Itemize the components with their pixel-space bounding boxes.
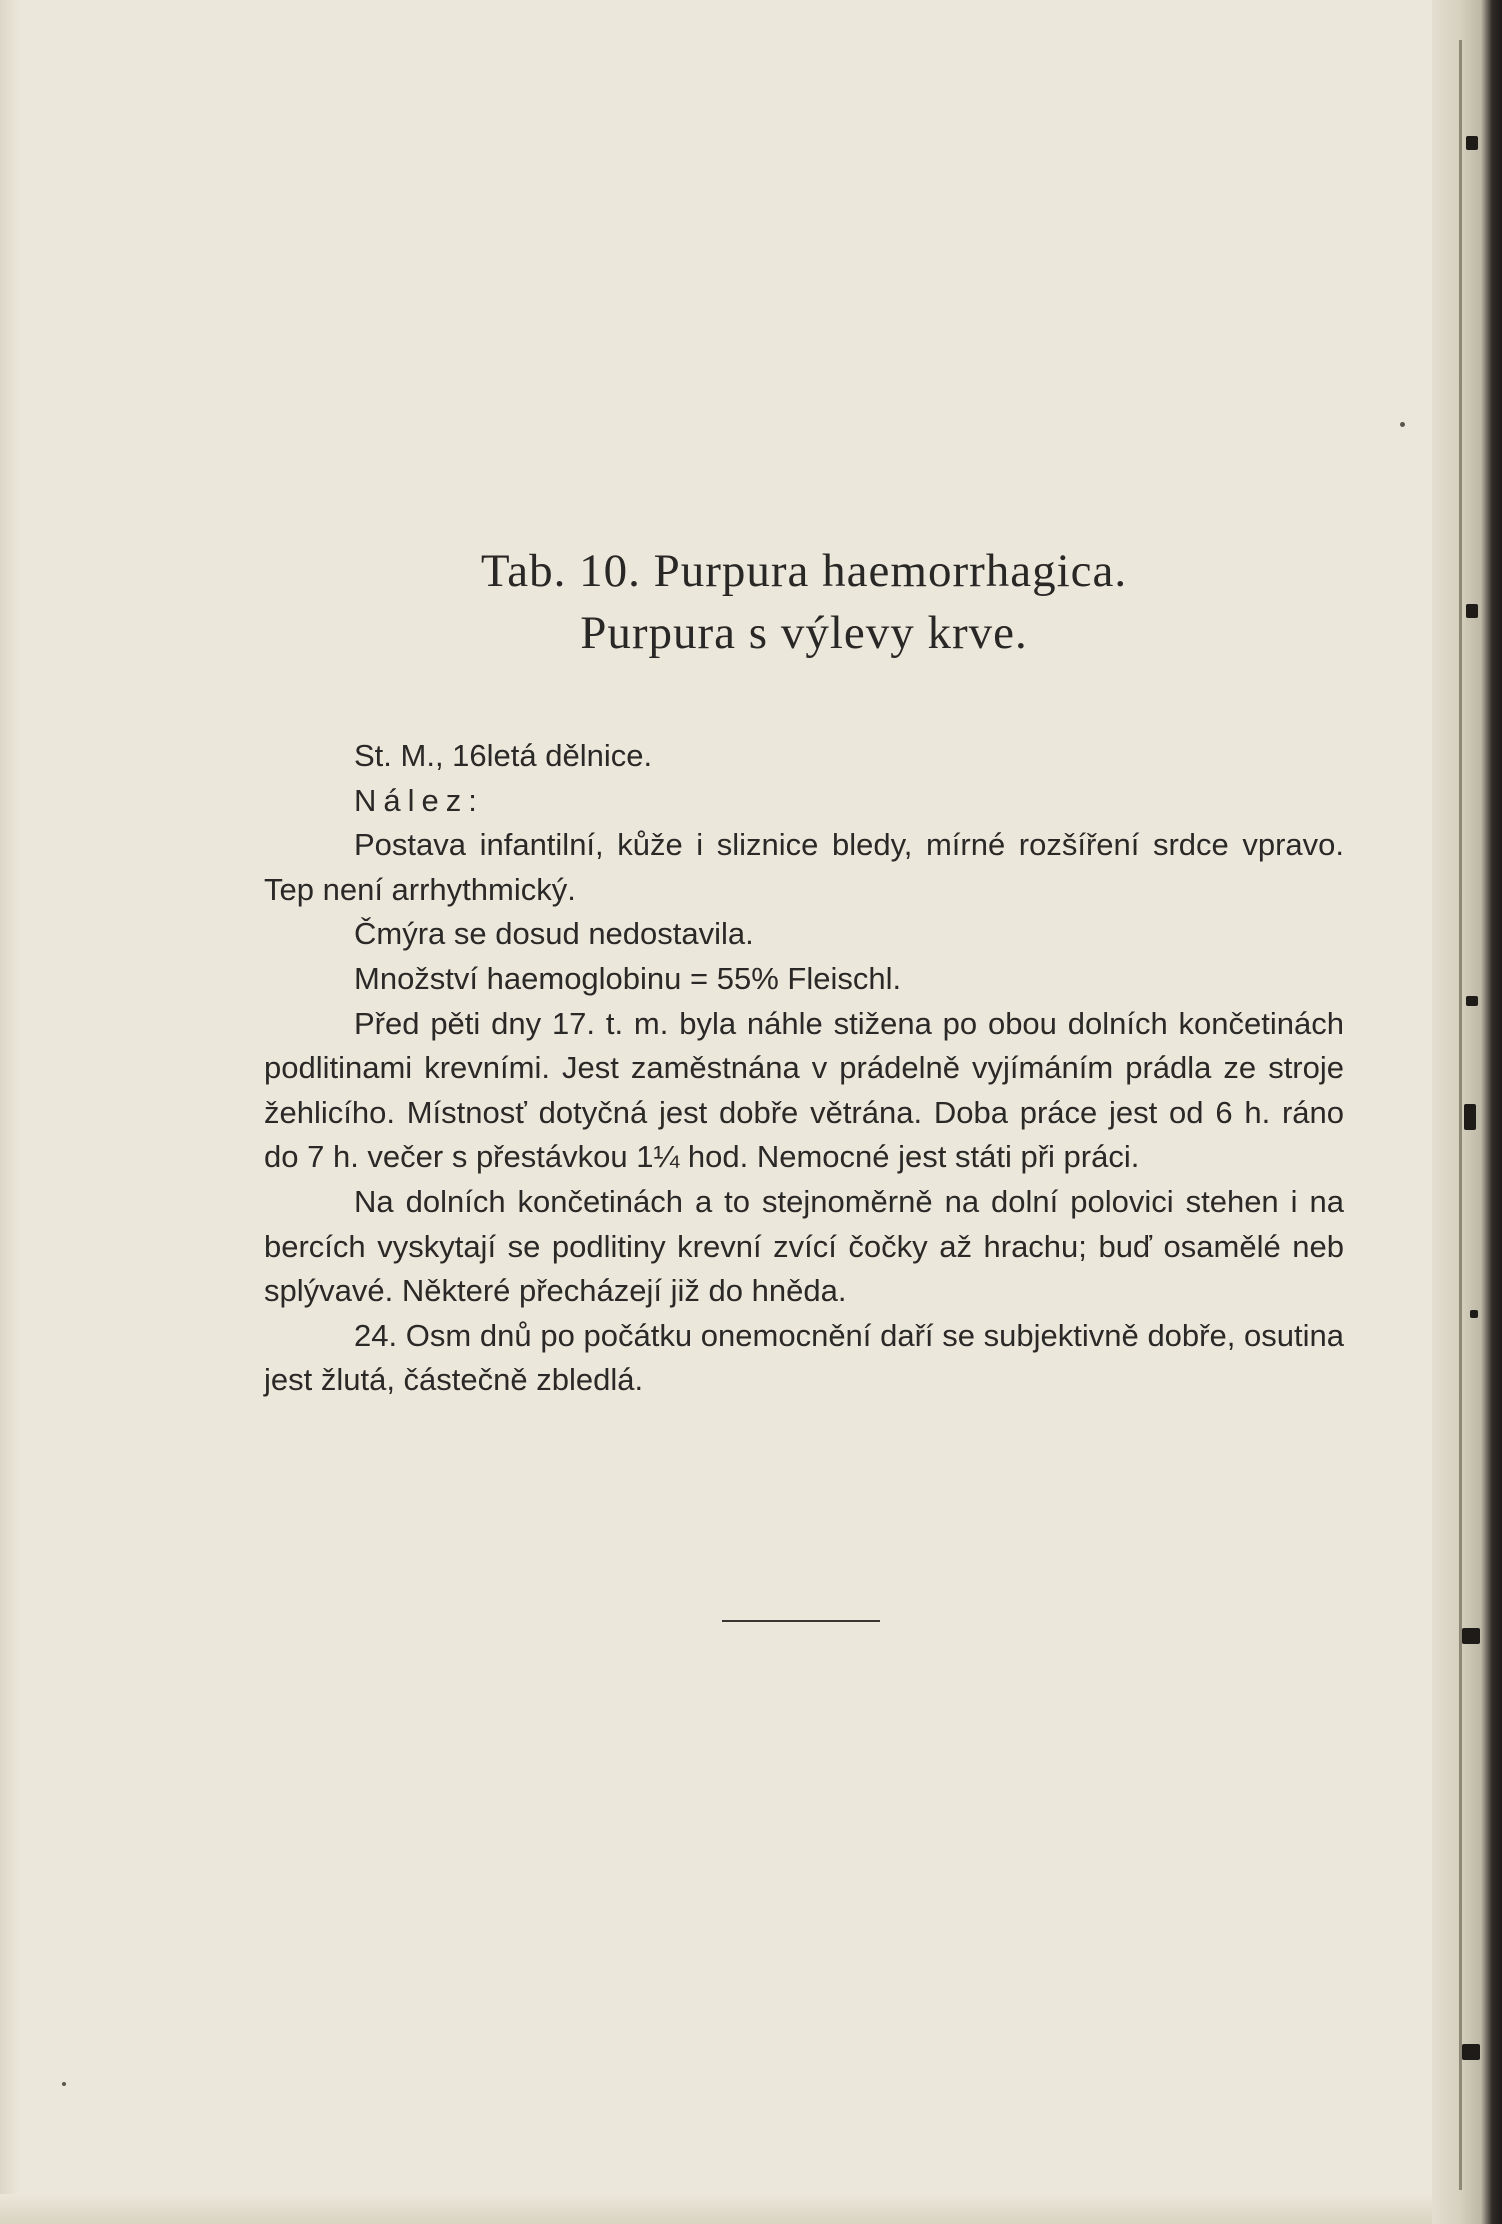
- paper-speck: [1400, 422, 1405, 427]
- binding-mark: [1466, 996, 1478, 1006]
- patient-line: St. M., 16letá dělnice.: [354, 738, 653, 773]
- plate-subtitle: Purpura s výlevy krve.: [580, 607, 1028, 659]
- paragraph: Čmýra se dosud nedostavila.: [354, 916, 754, 952]
- case-report-body: [264, 734, 1344, 1403]
- plate-title: Tab. 10. Purpura haemorrhagica.: [480, 545, 1128, 597]
- binding-fold-line: [1459, 40, 1462, 2190]
- paragraph: Na dolních končetinách a to stejnoměrně na dolní polovici stehen i na bercích vyskytají se podlitiny krevní zvící čočky až hrachu; buď osamělé neb splývavé. Některé přecházejí již do hněda.: [264, 1183, 1344, 1309]
- paper-speck: [62, 2082, 66, 2086]
- binding-mark: [1462, 2044, 1480, 2060]
- page-bottom-edge: [0, 2194, 1502, 2224]
- binding-mark: [1470, 1310, 1478, 1318]
- paragraph: Množství haemoglobinu = 55% Fleischl.: [354, 960, 902, 996]
- paragraph: 24. Osm dnů po počátku onemocnění daří se subjektivně dobře, osutina jest žlutá, částečně zbledlá.: [264, 1317, 1344, 1398]
- paragraph: Postava infantilní, kůže i sliznice bledy, mírné rozšíření srdce vpravo. Tep není arrhythmický.: [264, 827, 1344, 907]
- binding-mark: [1464, 1104, 1476, 1130]
- binding-mark: [1462, 1628, 1480, 1644]
- binding-mark: [1466, 604, 1478, 618]
- section-divider: [722, 1620, 880, 1622]
- finding-heading: Nález:: [354, 782, 484, 818]
- binding-mark: [1466, 136, 1478, 150]
- page-left-edge: [0, 0, 20, 2224]
- paragraph: Před pěti dny 17. t. m. byla náhle stižena po obou dolních končetinách podlitinami krevními. Jest zaměstnána v prádelně vyjímáním prádla ze stroje žehlicího. Místnosť dotyčná jest dobře větrána. Doba práce jest od 6 h. ráno do 7 h. večer s přestávkou 1¼ hod. Nemocné jest státi při práci.: [264, 1005, 1344, 1175]
